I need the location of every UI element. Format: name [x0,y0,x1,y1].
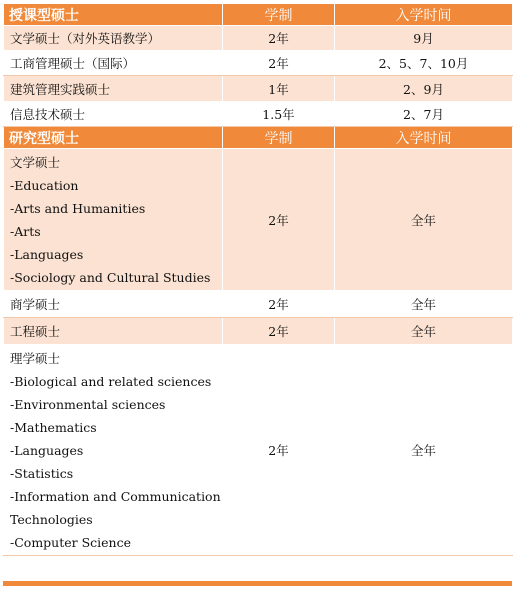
program-duration: 1.5年 [223,102,335,127]
program-subject: -Sociology and Cultural Studies [10,269,211,285]
table-row [4,318,513,345]
table-row [4,291,513,318]
program-name: 文学硕士 [10,154,61,170]
program-intake: 全年 [335,345,513,556]
program-subject: -Information and Communication [10,488,221,504]
table-bottom-bar [3,581,512,586]
program-name-cell [4,149,223,291]
program-intake: 9月 [335,26,513,51]
taught-header-duration: 学制 [223,4,335,26]
program-name: 商学硕士 [4,291,223,318]
program-subject: -Mathematics [10,419,97,435]
program-intake: 全年 [335,291,513,318]
program-subject: -Computer Science [10,534,131,550]
table-row [4,149,513,291]
taught-header-intake: 入学时间 [335,4,513,26]
table-row [4,26,513,51]
research-header-duration: 学制 [223,127,335,149]
program-subject: -Languages [10,442,84,458]
program-duration: 2年 [223,149,335,291]
table-row [4,51,513,76]
program-name-cell [4,345,223,556]
taught-header-program: 授课型硕士 [4,4,223,26]
program-name: 工程硕士 [4,318,223,345]
table-row [4,76,513,102]
program-intake: 全年 [335,318,513,345]
research-header-row [4,127,513,149]
program-duration: 2年 [223,291,335,318]
program-subject: -Environmental sciences [10,396,166,412]
program-intake: 全年 [335,149,513,291]
program-subject: -Biological and related sciences [10,373,212,389]
program-name: 理学硕士 [10,350,61,366]
program-intake: 2、7月 [335,102,513,127]
program-name: 信息技术硕士 [4,102,223,127]
table-row [4,345,513,556]
program-subject: -Education [10,177,79,193]
program-duration: 2年 [223,345,335,556]
program-name: 文学硕士（对外英语教学） [4,26,223,51]
program-duration: 2年 [223,26,335,51]
program-subject: -Arts and Humanities [10,200,146,216]
program-subject: -Arts [10,223,41,239]
program-intake: 2、9月 [335,76,513,102]
program-name: 建筑管理实践硕士 [4,76,223,102]
program-name: 工商管理硕士（国际） [4,51,223,76]
program-duration: 1年 [223,76,335,102]
program-duration: 2年 [223,51,335,76]
table-row [4,102,513,127]
research-header-program: 研究型硕士 [4,127,223,149]
taught-header-row [4,4,513,26]
program-intake: 2、5、7、10月 [335,51,513,76]
research-header-intake: 入学时间 [335,127,513,149]
program-subject: Technologies [10,511,93,527]
program-subject: -Languages [10,246,84,262]
program-subject: -Statistics [10,465,74,481]
program-table [3,3,512,556]
program-duration: 2年 [223,318,335,345]
